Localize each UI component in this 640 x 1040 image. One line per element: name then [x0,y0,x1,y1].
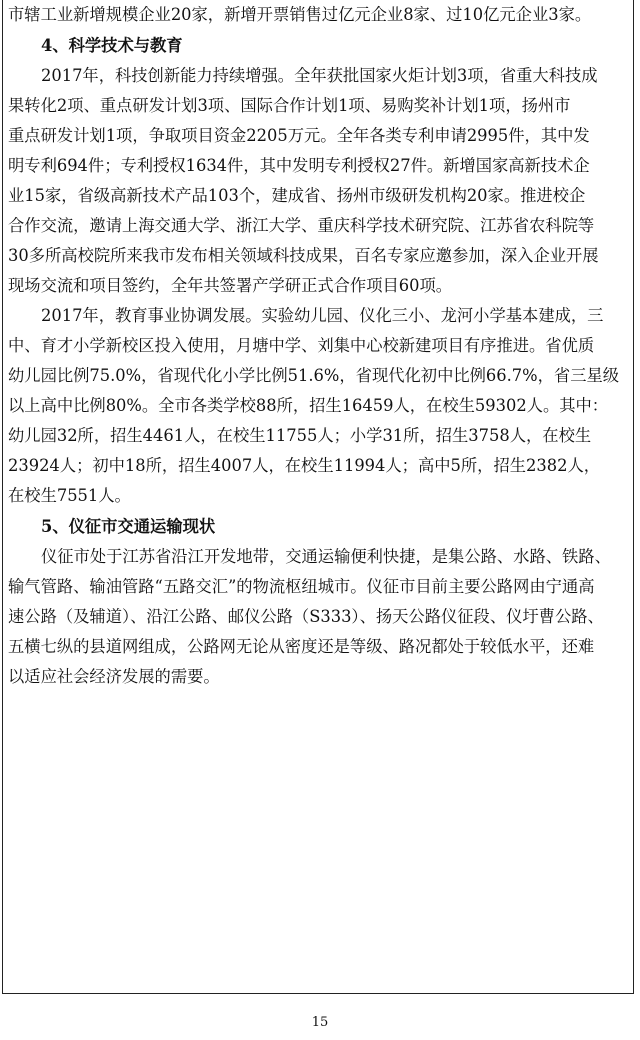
continuation-line: 市辖工业新增规模企业20家，新增开票销售过亿元企业8家、过10亿元企业3家。 [8,5,592,24]
document-body [8,0,632,692]
section-heading-transport: 5、仪征市交通运输现状 [41,517,216,536]
paragraph-transport [8,542,632,692]
paragraph-line: 五横七纵的县道网组成，公路网无论从密度还是等级、路况都处于较低水平，还难 [8,637,595,656]
paragraph-line: 在校生7551人。 [8,486,131,505]
paragraph-line: 仪征市处于江苏省沿江开发地带，交通运输便利快捷，是集公路、水路、铁路、 [41,547,611,566]
paragraph-line: 输气管路、输油管路“五路交汇”的物流枢纽城市。仪征市目前主要公路网由宁通高 [8,577,595,596]
paragraph-line: 以适应社会经济发展的需要。 [8,667,220,686]
section-heading-science-education: 4、科学技术与教育 [41,36,183,55]
paragraph-line: 2017年，教育事业协调发展。实验幼儿园、仪化三小、龙河小学基本建成，三 [41,306,604,325]
paragraph-line: 23924人；初中18所，招生4007人，在校生11994人；高中5所，招生2382人， [8,456,601,475]
paragraph-line: 重点研发计划1项，争取项目资金2205万元。全年各类专利申请2995件，其中发 [8,126,590,145]
paragraph-line: 合作交流，邀请上海交通大学、浙江大学、重庆科学技术研究院、江苏省农科院等 [8,216,595,235]
paragraph-line: 明专利694件；专利授权1634件，其中发明专利授权27件。新增国家高新技术企 [8,156,590,175]
paragraph-line: 2017年，科技创新能力持续增强。全年获批国家火炬计划3项，省重大科技成 [41,66,598,85]
paragraph-science [8,61,632,301]
paragraph-line: 30多所高校院所来我市发布相关领域科技成果，百名专家应邀参加，深入企业开展 [8,246,599,265]
paragraph-line: 果转化2项、重点研发计划3项、国际合作计划1项、易购奖补计划1项，扬州市 [8,96,571,115]
paragraph-line: 以上高中比例80%。全市各类学校88所，招生16459人，在校生59302人。其中： [8,396,609,415]
paragraph-education [8,301,632,511]
paragraph-line: 业15家，省级高新技术产品103个，建成省、扬州市级研发机构20家。推进校企 [8,186,586,205]
paragraph-line: 幼儿园32所，招生4461人，在校生11755人；小学31所，招生3758人，在校生 [8,426,592,445]
page-number: 15 [311,1015,329,1030]
paragraph-line: 中、育才小学新校区投入使用，月塘中学、刘集中心校新建项目有序推进。省优质 [8,336,595,355]
paragraph-line: 幼儿园比例75.0%，省现代化小学比例51.6%，省现代化初中比例66.7%，省三星级 [8,366,620,385]
paragraph-line: 速公路（及辅道）、沿江公路、邮仪公路（S333）、扬天公路仪征段、仪圩曹公路、 [8,607,604,626]
paragraph-line: 现场交流和项目签约，全年共签署产学研正式合作项目60项。 [8,276,453,295]
